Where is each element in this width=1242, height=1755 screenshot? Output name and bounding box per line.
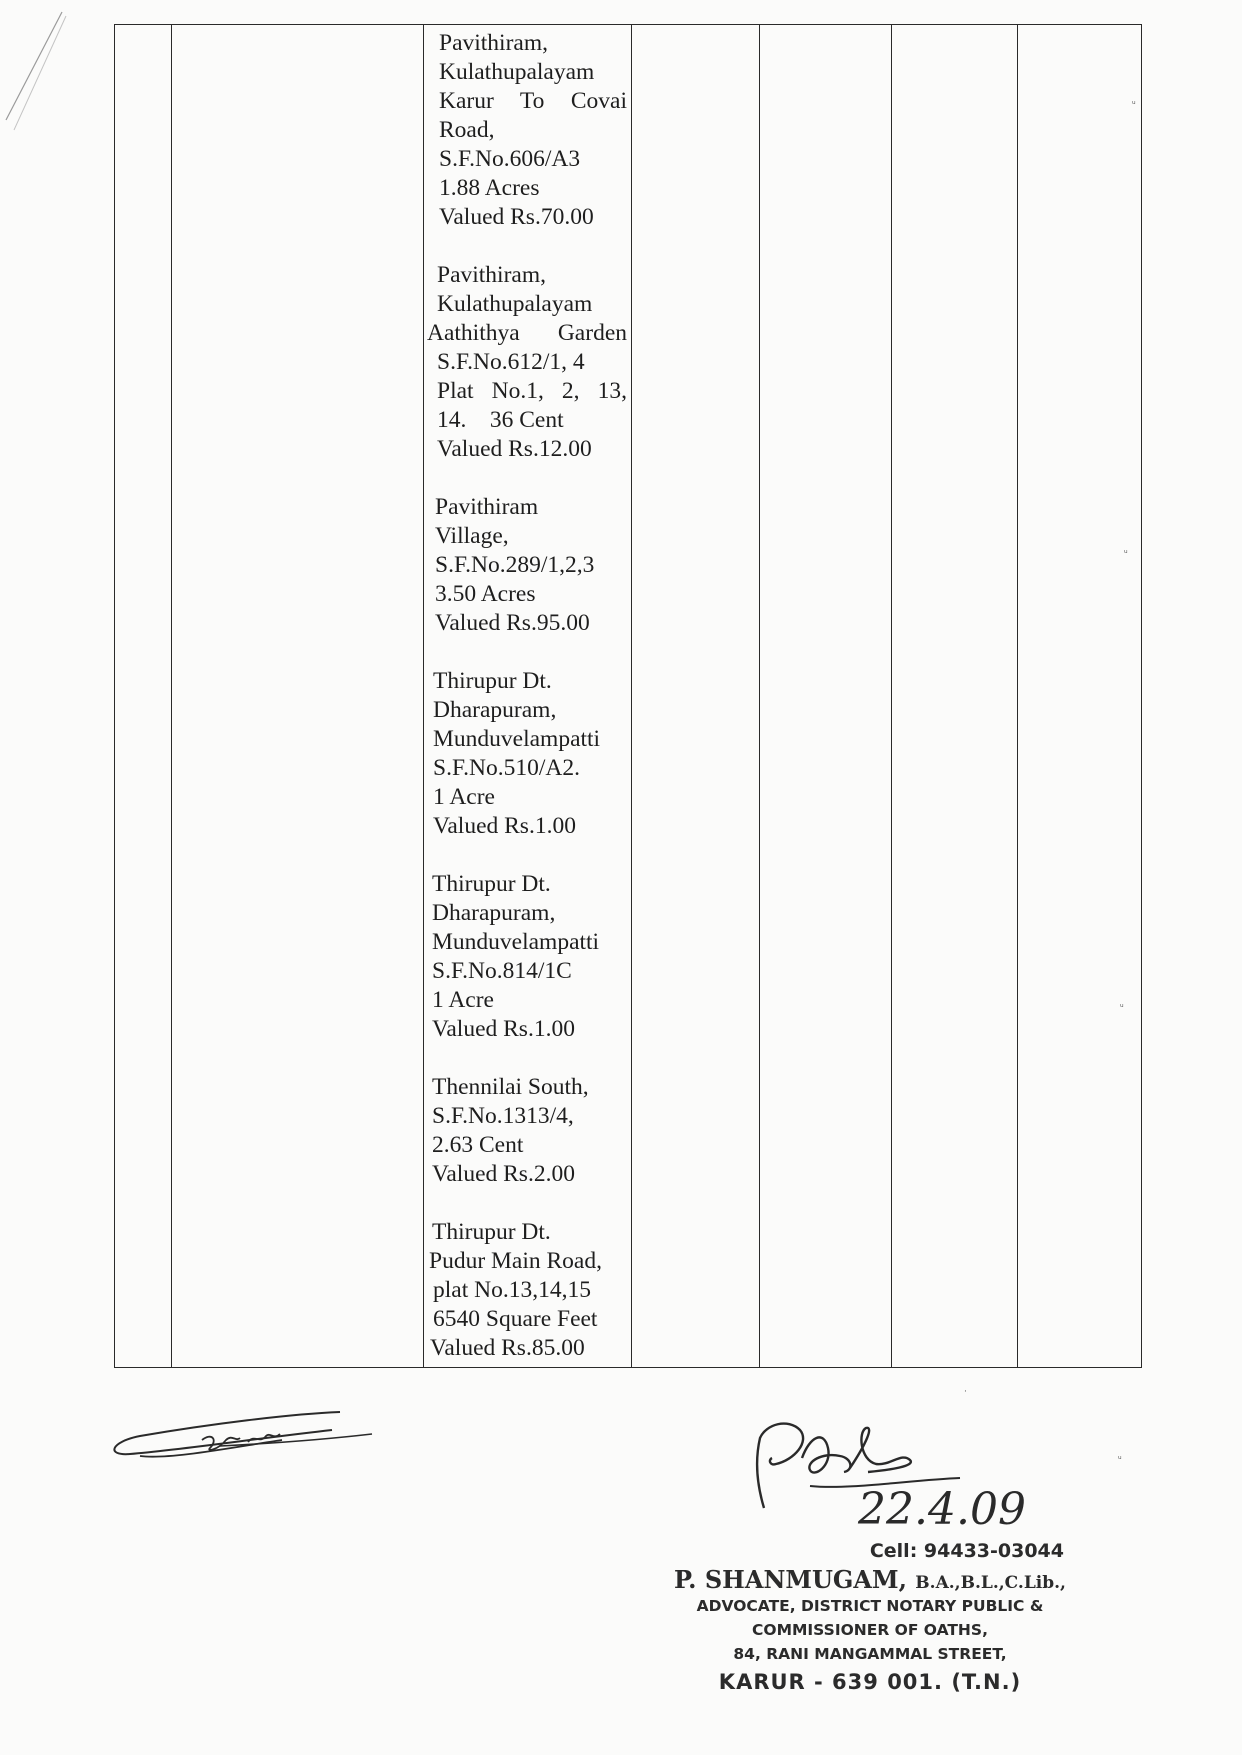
entry-line: Thirupur Dt. <box>432 1219 551 1245</box>
entry-line: plat No.13,14,15 <box>433 1277 591 1303</box>
entry-line: 14. 36 Cent <box>437 407 564 433</box>
property-entry <box>427 870 627 1044</box>
stamp-address: 84, RANI MANGAMMAL STREET, <box>733 1645 1007 1663</box>
entry-line: S.F.No.814/1C <box>432 958 572 984</box>
column-divider <box>759 25 760 1367</box>
stamp-designation: ADVOCATE, DISTRICT NOTARY PUBLIC & <box>696 1597 1044 1615</box>
entry-line: Valued Rs.95.00 <box>435 610 590 636</box>
property-entry <box>427 29 627 232</box>
entry-line: Plat No.1, 2, 13, <box>437 378 627 404</box>
property-entry <box>427 493 627 638</box>
property-description-cell <box>427 29 627 1363</box>
entry-line: Pudur Main Road, <box>429 1248 602 1274</box>
advocate-seal-stamp <box>640 1540 1100 1694</box>
entry-line: 2.63 Cent <box>432 1132 524 1158</box>
scan-edge-mark <box>0 0 80 140</box>
stamp-name-line <box>640 1565 1100 1594</box>
stamp-city: KARUR - 639 001. (T.N.) <box>718 1670 1022 1694</box>
entry-line: Valued Rs.70.00 <box>439 204 594 230</box>
scan-speck: ᵘ <box>1124 549 1128 559</box>
entry-line: Dharapuram, <box>433 697 557 723</box>
entry-line: Valued Rs.1.00 <box>432 1016 575 1042</box>
entry-line: S.F.No.1313/4, <box>432 1103 574 1129</box>
property-entry <box>427 1073 627 1189</box>
column-divider <box>423 25 424 1367</box>
entry-line: 6540 Square Feet <box>433 1306 598 1332</box>
column-divider <box>631 25 632 1367</box>
stamp-name: P. SHANMUGAM, <box>674 1565 907 1594</box>
entry-line: Valued Rs.85.00 <box>430 1335 585 1361</box>
entry-line: Dharapuram, <box>432 900 556 926</box>
entry-line: Valued Rs.2.00 <box>432 1161 575 1187</box>
entry-line: S.F.No.612/1, 4 <box>437 349 585 375</box>
property-entry <box>427 261 627 464</box>
entry-line: Aathithya Garden <box>427 320 627 346</box>
entry-line: Pavithiram <box>435 494 539 520</box>
entry-line: Munduvelampatti <box>433 726 601 752</box>
entry-line: Kulathupalayam <box>437 291 593 317</box>
entry-line: 1 Acre <box>433 784 495 810</box>
entry-line: Thirupur Dt. <box>433 668 552 694</box>
handwritten-date: 22.4.09 <box>858 1484 1026 1535</box>
entry-line: 1.88 Acres <box>439 175 540 201</box>
entry-line: S.F.No.510/A2. <box>433 755 580 781</box>
property-schedule-table <box>114 24 1142 1368</box>
entry-line: Road, <box>439 117 495 143</box>
signature-left <box>110 1400 390 1480</box>
stamp-commission: COMMISSIONER OF OATHS, <box>752 1621 988 1639</box>
entry-line: Valued Rs.1.00 <box>433 813 576 839</box>
column-divider <box>891 25 892 1367</box>
entry-line: Valued Rs.12.00 <box>437 436 592 462</box>
scan-speck: ᵘ <box>1132 100 1136 110</box>
column-divider <box>1017 25 1018 1367</box>
entry-line: Kulathupalayam <box>439 59 595 85</box>
entry-line: 3.50 Acres <box>435 581 536 607</box>
entry-line: S.F.No.289/1,2,3 <box>435 552 595 578</box>
entry-line: Thennilai South, <box>432 1074 589 1100</box>
scan-speck: · <box>964 1387 967 1397</box>
stamp-qualifications: B.A.,B.L.,C.Lib., <box>915 1573 1066 1593</box>
scan-speck: ᵘ <box>1120 1003 1124 1013</box>
entry-line: 1 Acre <box>432 987 494 1013</box>
entry-line: Pavithiram, <box>439 30 548 56</box>
entry-line: S.F.No.606/A3 <box>439 146 581 172</box>
entry-line: Munduvelampatti <box>432 929 600 955</box>
property-entry <box>427 667 627 841</box>
entry-line: Thirupur Dt. <box>432 871 551 897</box>
entry-line: Karur To Covai <box>439 88 627 114</box>
signature-right <box>740 1408 1100 1538</box>
property-entry <box>427 1218 627 1363</box>
entry-line: Pavithiram, <box>437 262 546 288</box>
entry-line: Village, <box>435 523 509 549</box>
stamp-cell-number: Cell: 94433-03044 <box>869 1540 1064 1562</box>
column-divider <box>171 25 172 1367</box>
scan-speck: ᵘ <box>1118 1455 1122 1465</box>
